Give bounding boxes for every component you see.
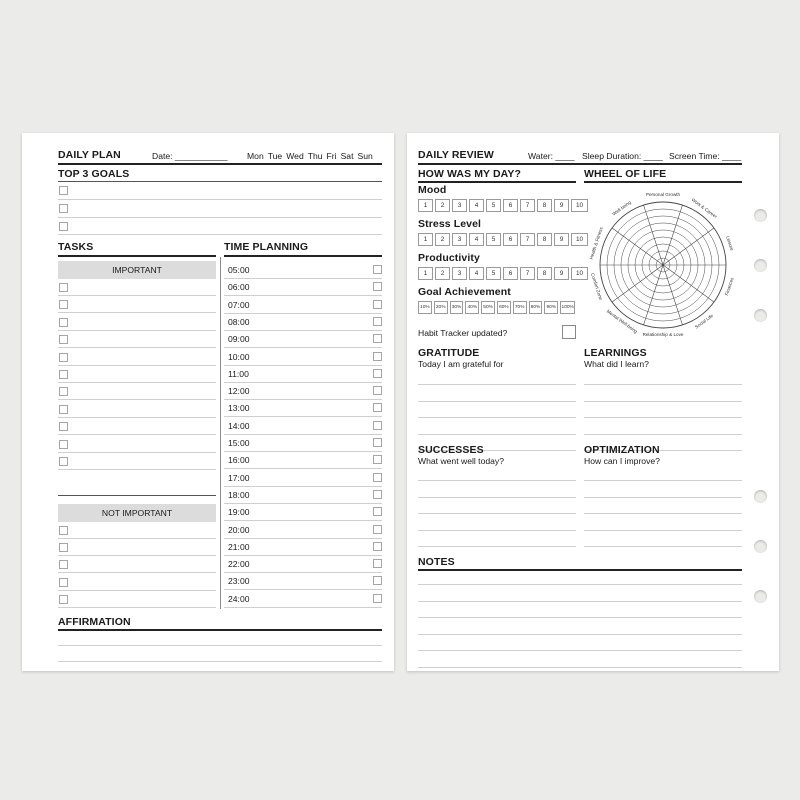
time-slot-label: 19:00: [228, 507, 250, 518]
date-field[interactable]: Date: ___________: [152, 151, 228, 161]
divider: [58, 163, 382, 165]
wheel-spoke: [663, 228, 714, 265]
time-slot-checkbox[interactable]: [373, 525, 382, 534]
time-slot-checkbox[interactable]: [373, 594, 382, 603]
time-slot-checkbox[interactable]: [373, 369, 382, 378]
writing-line: [584, 530, 742, 531]
time-slot-label: 18:00: [228, 489, 250, 500]
wheel-category-label: Leisure: [725, 235, 735, 252]
rating-option[interactable]: 70%: [513, 301, 527, 314]
stress-label: Stress Level: [418, 218, 482, 230]
time-slot-label: 23:00: [228, 576, 250, 587]
time-slot-label: 06:00: [228, 282, 250, 293]
wheel-category-label: Health & Fitness: [588, 226, 604, 261]
tasks-heading: TASKS: [58, 241, 94, 253]
time-slot-label: 15:00: [228, 438, 250, 448]
binder-hole: [754, 590, 767, 603]
rating-option[interactable]: 6: [503, 199, 518, 212]
wheel-category-label: Personal Growth: [645, 192, 681, 198]
writing-line: [418, 497, 576, 498]
wheel-category-label: Mental Well-being: [605, 308, 639, 335]
mood-label: Mood: [418, 184, 447, 196]
learnings-heading: LEARNINGS: [584, 347, 647, 359]
task-checkbox[interactable]: [59, 560, 68, 569]
rating-option[interactable]: 1: [418, 267, 433, 280]
rating-option[interactable]: 10: [571, 233, 588, 246]
time-slot-label: 11:00: [228, 368, 249, 379]
daily-plan-page: [22, 133, 394, 671]
rating-option[interactable]: 5: [486, 199, 501, 212]
writing-line: [224, 451, 382, 452]
weekday[interactable]: Fri: [326, 151, 337, 161]
wheel-category-label: Relationship & Love: [642, 332, 684, 338]
rating-option[interactable]: 5: [486, 267, 501, 280]
time-slot-label: 14:00: [228, 420, 250, 431]
wheel-spoke: [612, 228, 663, 265]
rating-option[interactable]: 60%: [497, 301, 511, 314]
writing-line: [418, 434, 576, 435]
wheel-category-label: Finances: [724, 276, 735, 297]
writing-line: [224, 555, 382, 556]
writing-line: [418, 634, 742, 635]
writing-line: [224, 416, 382, 417]
binder-hole: [754, 309, 767, 322]
rating-option[interactable]: 40%: [465, 301, 479, 314]
writing-line: [418, 584, 742, 585]
task-checkbox[interactable]: [59, 543, 68, 552]
goal-checkbox[interactable]: [59, 204, 68, 213]
time-slot-label: 07:00: [228, 299, 250, 310]
divider: [584, 181, 742, 183]
rating-option[interactable]: 10%: [418, 301, 432, 314]
writing-line: [224, 295, 382, 296]
writing-line: [224, 365, 382, 366]
weekday[interactable]: Sat: [340, 151, 354, 161]
writing-line: [418, 480, 576, 481]
writing-line: [224, 607, 382, 608]
task-checkbox[interactable]: [59, 422, 68, 431]
time-slot-checkbox[interactable]: [373, 473, 382, 482]
successes-heading: SUCCESSES: [418, 444, 484, 456]
wheel-spoke: [663, 205, 682, 265]
time-slot-checkbox[interactable]: [373, 265, 382, 274]
writing-line: [584, 434, 742, 435]
screen-time-field[interactable]: Screen Time: ____: [669, 151, 742, 161]
writing-line: [58, 661, 382, 662]
column-divider: [220, 257, 221, 609]
writing-line: [224, 589, 382, 590]
divider: [224, 255, 382, 257]
writing-line: [224, 313, 382, 314]
rating-option[interactable]: 2: [435, 199, 450, 212]
learnings-prompt: What did I learn?: [584, 359, 649, 369]
rating-option[interactable]: 1: [418, 233, 433, 246]
rating-option[interactable]: 4: [469, 199, 484, 212]
writing-line: [58, 607, 216, 608]
wheel-spoke: [644, 205, 663, 265]
rating-option[interactable]: 100%: [560, 301, 575, 314]
task-checkbox[interactable]: [59, 353, 68, 362]
goals-heading: TOP 3 GOALS: [58, 168, 130, 180]
writing-line: [58, 399, 216, 400]
writing-line: [418, 617, 742, 618]
affirmation-heading: AFFIRMATION: [58, 616, 131, 628]
goal-achievement-label: Goal Achievement: [418, 286, 511, 298]
time-slot-label: 09:00: [228, 334, 250, 345]
writing-line: [224, 278, 382, 279]
time-slot-checkbox[interactable]: [373, 386, 382, 395]
writing-line: [58, 295, 216, 296]
day-heading: HOW WAS MY DAY?: [418, 168, 522, 180]
rating-option[interactable]: 2: [435, 267, 450, 280]
productivity-label: Productivity: [418, 252, 480, 264]
goal-checkbox[interactable]: [59, 186, 68, 195]
time-slot-checkbox[interactable]: [373, 403, 382, 412]
weekday[interactable]: Wed: [286, 151, 304, 161]
successes-prompt: What went well today?: [418, 456, 504, 466]
writing-line: [418, 401, 576, 402]
writing-line: [418, 530, 576, 531]
task-checkbox[interactable]: [59, 335, 68, 344]
rating-option[interactable]: 50%: [481, 301, 495, 314]
time-slot-label: 24:00: [228, 593, 250, 604]
writing-line: [58, 469, 216, 470]
page-title: DAILY PLAN: [58, 149, 121, 161]
time-heading: TIME PLANNING: [224, 241, 309, 253]
rating-option[interactable]: 7: [520, 233, 535, 246]
binder-hole: [754, 259, 767, 272]
time-slot-checkbox[interactable]: [373, 300, 382, 309]
writing-line: [224, 382, 382, 383]
wheel-category-label: Comfort Zone: [589, 272, 604, 301]
writing-line: [58, 645, 382, 646]
writing-line: [58, 234, 382, 235]
rating-option[interactable]: 3: [452, 267, 467, 280]
writing-line: [418, 667, 742, 668]
writing-line: [418, 601, 742, 602]
task-checkbox[interactable]: [59, 318, 68, 327]
time-slot-checkbox[interactable]: [373, 352, 382, 361]
writing-line: [58, 365, 216, 366]
time-slot-checkbox[interactable]: [373, 507, 382, 516]
rating-option[interactable]: 7: [520, 199, 535, 212]
wheel-category-label: Social Life: [693, 313, 715, 330]
divider: [418, 569, 742, 571]
task-checkbox[interactable]: [59, 526, 68, 535]
time-slot-label: 08:00: [228, 316, 250, 327]
daily-review-page: [407, 133, 779, 671]
mood-scale: [418, 199, 590, 212]
rating-option[interactable]: 20%: [434, 301, 448, 314]
rating-option[interactable]: 3: [452, 199, 467, 212]
rating-option[interactable]: 7: [520, 267, 535, 280]
task-checkbox[interactable]: [59, 440, 68, 449]
weekday[interactable]: Mon: [247, 151, 264, 161]
time-slot-checkbox[interactable]: [373, 438, 382, 447]
rating-option[interactable]: 8: [537, 267, 552, 280]
time-slot-checkbox[interactable]: [373, 282, 382, 291]
time-slot-label: 10:00: [228, 351, 250, 362]
writing-line: [58, 347, 216, 348]
wheel-heading: WHEEL OF LIFE: [584, 168, 667, 180]
rating-option[interactable]: 10: [571, 267, 588, 280]
time-slot-label: 20:00: [228, 524, 250, 535]
habit-label: Habit Tracker updated?: [418, 328, 508, 338]
writing-line: [418, 513, 576, 514]
writing-line: [584, 417, 742, 418]
divider: [58, 255, 216, 257]
writing-line: [418, 650, 742, 651]
habit-checkbox[interactable]: [562, 325, 576, 339]
task-checkbox[interactable]: [59, 283, 68, 292]
rating-option[interactable]: 8: [537, 233, 552, 246]
writing-line: [58, 217, 382, 218]
notes-heading: NOTES: [418, 556, 455, 568]
time-slot-label: 21:00: [228, 541, 250, 552]
task-checkbox[interactable]: [59, 300, 68, 309]
wheel-category-label: Well-being: [611, 199, 632, 217]
writing-line: [584, 497, 742, 498]
important-band: IMPORTANT: [58, 261, 216, 279]
wheel-of-life-chart[interactable]: [583, 185, 743, 345]
writing-line: [584, 480, 742, 481]
time-slot-checkbox[interactable]: [373, 421, 382, 430]
writing-line: [224, 434, 382, 435]
time-slot-label: 12:00: [228, 386, 250, 397]
productivity-scale: [418, 267, 590, 280]
stress-scale: [418, 233, 590, 246]
wheel-spoke: [644, 265, 663, 325]
writing-line: [58, 538, 216, 539]
writing-line: [224, 330, 382, 331]
rating-option[interactable]: 4: [469, 267, 484, 280]
rating-option[interactable]: 3: [452, 233, 467, 246]
writing-line: [58, 572, 216, 573]
rating-option[interactable]: 10: [571, 199, 588, 212]
water-field[interactable]: Water: ____: [528, 151, 575, 161]
writing-line: [418, 417, 576, 418]
writing-line: [224, 399, 382, 400]
writing-line: [224, 538, 382, 539]
rating-option[interactable]: 1: [418, 199, 433, 212]
not-important-band: NOT IMPORTANT: [58, 504, 216, 522]
task-checkbox[interactable]: [59, 387, 68, 396]
task-checkbox[interactable]: [59, 405, 68, 414]
divider: [58, 495, 216, 496]
task-checkbox[interactable]: [59, 370, 68, 379]
writing-line: [584, 513, 742, 514]
writing-line: [418, 546, 576, 547]
writing-line: [224, 503, 382, 504]
writing-line: [584, 384, 742, 385]
wheel-spoke: [612, 265, 663, 302]
writing-line: [58, 555, 216, 556]
divider: [418, 181, 576, 183]
rating-option[interactable]: 8: [537, 199, 552, 212]
writing-line: [58, 417, 216, 418]
writing-line: [58, 452, 216, 453]
task-checkbox[interactable]: [59, 595, 68, 604]
writing-line: [224, 572, 382, 573]
divider: [58, 181, 382, 182]
page-title: DAILY REVIEW: [418, 149, 494, 161]
time-slot-label: 05:00: [228, 265, 250, 275]
wheel-category-label: Work & Career: [690, 197, 719, 220]
writing-line: [584, 401, 742, 402]
rating-option[interactable]: 9: [554, 233, 569, 246]
rating-option[interactable]: 30%: [450, 301, 464, 314]
rating-option[interactable]: 4: [469, 233, 484, 246]
sleep-field[interactable]: Sleep Duration: ____: [582, 151, 663, 161]
binder-hole: [754, 540, 767, 553]
writing-line: [224, 520, 382, 521]
time-slot-label: 22:00: [228, 559, 250, 570]
weekday[interactable]: Sun: [357, 151, 373, 161]
divider: [418, 163, 742, 165]
optimization-prompt: How can I improve?: [584, 456, 660, 466]
divider: [58, 629, 382, 631]
time-slot-checkbox[interactable]: [373, 490, 382, 499]
rating-option[interactable]: 80%: [529, 301, 543, 314]
gratitude-prompt: Today I am grateful for: [418, 359, 504, 369]
task-checkbox[interactable]: [59, 457, 68, 466]
rating-option[interactable]: 6: [503, 267, 518, 280]
writing-line: [58, 434, 216, 435]
writing-line: [224, 486, 382, 487]
binder-hole: [754, 209, 767, 222]
time-slot-label: 16:00: [228, 455, 250, 466]
rating-option[interactable]: 5: [486, 233, 501, 246]
writing-line: [58, 199, 382, 200]
wheel-spoke: [663, 265, 714, 302]
writing-line: [58, 382, 216, 383]
time-slot-checkbox[interactable]: [373, 559, 382, 568]
time-slot-label: 13:00: [228, 403, 250, 414]
goal-achievement-scale: [418, 301, 577, 314]
writing-line: [224, 347, 382, 348]
time-slot-label: 17:00: [228, 472, 250, 483]
writing-line: [58, 590, 216, 591]
goal-checkbox[interactable]: [59, 222, 68, 231]
wheel-spoke: [663, 265, 682, 325]
writing-line: [418, 384, 576, 385]
optimization-heading: OPTIMIZATION: [584, 444, 660, 456]
rating-option[interactable]: 9: [554, 199, 569, 212]
weekday[interactable]: Thu: [307, 151, 323, 161]
rating-option[interactable]: 9: [554, 267, 569, 280]
time-slot-checkbox[interactable]: [373, 576, 382, 585]
time-slot-checkbox[interactable]: [373, 317, 382, 326]
rating-option[interactable]: 90%: [544, 301, 558, 314]
gratitude-heading: GRATITUDE: [418, 347, 480, 359]
rating-option[interactable]: 6: [503, 233, 518, 246]
task-checkbox[interactable]: [59, 578, 68, 587]
writing-line: [58, 312, 216, 313]
weekday[interactable]: Tue: [267, 151, 283, 161]
writing-line: [58, 330, 216, 331]
writing-line: [224, 468, 382, 469]
time-slot-checkbox[interactable]: [373, 542, 382, 551]
time-slot-checkbox[interactable]: [373, 334, 382, 343]
rating-option[interactable]: 2: [435, 233, 450, 246]
time-slot-checkbox[interactable]: [373, 455, 382, 464]
weekday-selector: [247, 151, 373, 161]
writing-line: [584, 546, 742, 547]
binder-hole: [754, 490, 767, 503]
